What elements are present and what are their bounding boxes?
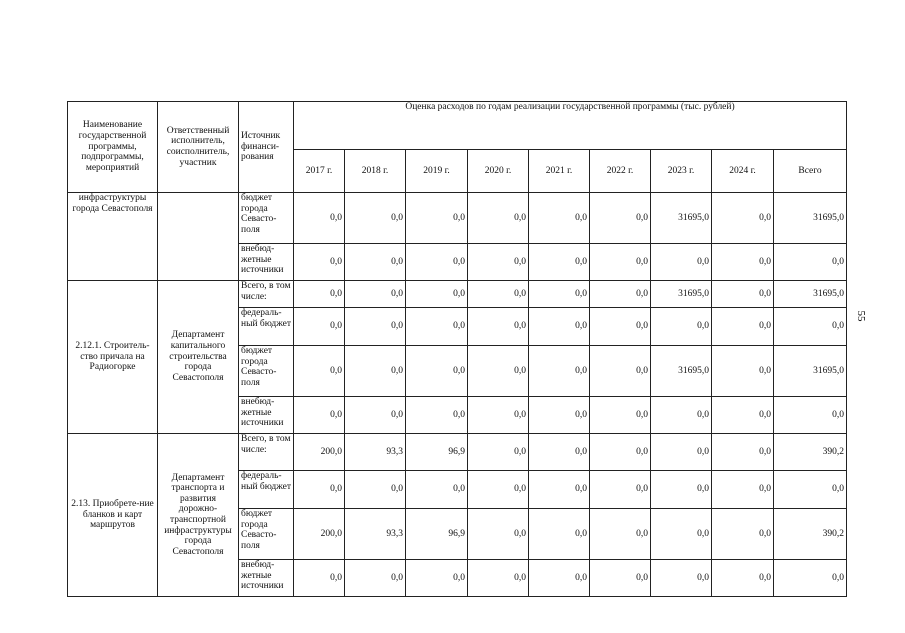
year-value: 0,0: [590, 509, 651, 560]
year-value: 0,0: [590, 308, 651, 346]
table-row: [68, 281, 847, 308]
header-responsible: Ответственный исполнитель, соисполнитель, участник: [158, 102, 239, 193]
funding-source: бюджет города Севасто-поля: [239, 346, 294, 397]
table-body: [68, 193, 847, 597]
year-value: 0,0: [406, 244, 468, 281]
year-value: 0,0: [468, 193, 529, 244]
year-value: 0,0: [468, 509, 529, 560]
year-value: 0,0: [712, 193, 774, 244]
year-value: 0,0: [712, 281, 774, 308]
header-years-title: Оценка расходов по годам реализации государственной программы (тыс. рублей): [294, 102, 847, 150]
funding-source: внебюд-жетные источники: [239, 244, 294, 281]
header-year: 2020 г.: [468, 150, 529, 193]
year-value: 0,0: [468, 308, 529, 346]
header-year: 2022 г.: [590, 150, 651, 193]
total-value: 390,2: [774, 434, 847, 471]
header-year: 2024 г.: [712, 150, 774, 193]
year-value: 0,0: [345, 560, 406, 597]
year-value: 0,0: [406, 471, 468, 509]
year-value: 200,0: [294, 434, 345, 471]
year-value: 0,0: [406, 346, 468, 397]
year-value: 0,0: [590, 244, 651, 281]
funding-source: внебюд-жетные источники: [239, 560, 294, 597]
header-year: 2018 г.: [345, 150, 406, 193]
total-value: 31695,0: [774, 193, 847, 244]
year-value: 0,0: [468, 244, 529, 281]
year-value: 0,0: [590, 560, 651, 597]
activity-name: инфраструктуры города Севастополя: [68, 193, 158, 281]
total-value: 390,2: [774, 509, 847, 560]
year-value: 0,0: [529, 193, 590, 244]
year-value: 31695,0: [651, 193, 712, 244]
year-value: 96,9: [406, 509, 468, 560]
year-value: 0,0: [294, 308, 345, 346]
year-value: 0,0: [529, 281, 590, 308]
activity-name: 2.12.1. Строитель-ство причала на Радиогорке: [68, 281, 158, 434]
year-value: 0,0: [529, 397, 590, 434]
year-value: 0,0: [294, 193, 345, 244]
funding-source: федераль-ный бюджет: [239, 471, 294, 509]
funding-source: Всего, в том числе:: [239, 281, 294, 308]
year-value: 0,0: [712, 471, 774, 509]
year-value: 0,0: [406, 308, 468, 346]
funding-source: бюджет города Севасто-поля: [239, 509, 294, 560]
year-value: 0,0: [294, 281, 345, 308]
year-value: 0,0: [712, 434, 774, 471]
year-value: 0,0: [294, 244, 345, 281]
year-value: 0,0: [345, 244, 406, 281]
year-value: 0,0: [468, 346, 529, 397]
year-value: 200,0: [294, 509, 345, 560]
total-value: 0,0: [774, 560, 847, 597]
header-year: 2023 г.: [651, 150, 712, 193]
year-value: 0,0: [712, 308, 774, 346]
year-value: 0,0: [468, 281, 529, 308]
header-year: 2021 г.: [529, 150, 590, 193]
year-value: 0,0: [712, 560, 774, 597]
year-value: 0,0: [651, 244, 712, 281]
year-value: 0,0: [712, 397, 774, 434]
header-source: Источник финанси-рования: [239, 102, 294, 193]
year-value: 0,0: [651, 397, 712, 434]
funding-source: федераль-ный бюджет: [239, 308, 294, 346]
header-total: Всего: [774, 150, 847, 193]
year-value: 0,0: [345, 308, 406, 346]
year-value: 0,0: [345, 193, 406, 244]
year-value: 0,0: [294, 560, 345, 597]
funding-source: Всего, в том числе:: [239, 434, 294, 471]
budget-table: [67, 101, 847, 597]
header-year: 2019 г.: [406, 150, 468, 193]
year-value: 0,0: [345, 471, 406, 509]
table-row: [68, 434, 847, 471]
year-value: 0,0: [468, 560, 529, 597]
year-value: 0,0: [651, 471, 712, 509]
year-value: 0,0: [529, 308, 590, 346]
year-value: 31695,0: [651, 346, 712, 397]
year-value: 0,0: [651, 560, 712, 597]
year-value: 0,0: [345, 281, 406, 308]
total-value: 31695,0: [774, 346, 847, 397]
year-value: 0,0: [294, 471, 345, 509]
year-value: 0,0: [529, 244, 590, 281]
funding-source: внебюд-жетные источники: [239, 397, 294, 434]
year-value: 0,0: [406, 193, 468, 244]
year-value: 0,0: [468, 397, 529, 434]
year-value: 0,0: [590, 471, 651, 509]
total-value: 0,0: [774, 471, 847, 509]
year-value: 0,0: [590, 397, 651, 434]
year-value: 0,0: [468, 471, 529, 509]
responsible-executor: Департамент капитального строительства города Севастополя: [158, 281, 239, 434]
year-value: 0,0: [529, 346, 590, 397]
year-value: 93,3: [345, 434, 406, 471]
year-value: 0,0: [590, 434, 651, 471]
year-value: 0,0: [406, 281, 468, 308]
year-value: 0,0: [345, 346, 406, 397]
year-value: 0,0: [406, 560, 468, 597]
year-value: 0,0: [590, 193, 651, 244]
total-value: 0,0: [774, 397, 847, 434]
year-value: 93,3: [345, 509, 406, 560]
year-value: 0,0: [651, 509, 712, 560]
year-value: 96,9: [406, 434, 468, 471]
year-value: 0,0: [651, 434, 712, 471]
year-value: 0,0: [529, 471, 590, 509]
header-name: Наименование государственной программы, подпрограммы, мероприятий: [68, 102, 158, 193]
year-value: 0,0: [712, 509, 774, 560]
total-value: 0,0: [774, 308, 847, 346]
year-value: 0,0: [590, 281, 651, 308]
year-value: 0,0: [345, 397, 406, 434]
year-value: 0,0: [468, 434, 529, 471]
year-value: 0,0: [406, 397, 468, 434]
table-row: [68, 193, 847, 244]
total-value: 31695,0: [774, 281, 847, 308]
year-value: 0,0: [294, 346, 345, 397]
page-number: 55: [855, 310, 867, 322]
year-value: 0,0: [651, 308, 712, 346]
responsible-executor: Департамент транспорта и развития дорожно-транспортной инфраструктуры города Севастополя: [158, 434, 239, 597]
header-year: 2017 г.: [294, 150, 345, 193]
year-value: 31695,0: [651, 281, 712, 308]
year-value: 0,0: [294, 397, 345, 434]
year-value: 0,0: [529, 509, 590, 560]
year-value: 0,0: [590, 346, 651, 397]
total-value: 0,0: [774, 244, 847, 281]
year-value: 0,0: [529, 434, 590, 471]
year-value: 0,0: [712, 244, 774, 281]
year-value: 0,0: [529, 560, 590, 597]
funding-source: бюджет города Севасто-поля: [239, 193, 294, 244]
responsible-executor: [158, 193, 239, 281]
activity-name: 2.13. Приобрете-ние бланков и карт маршрутов: [68, 434, 158, 597]
year-value: 0,0: [712, 346, 774, 397]
